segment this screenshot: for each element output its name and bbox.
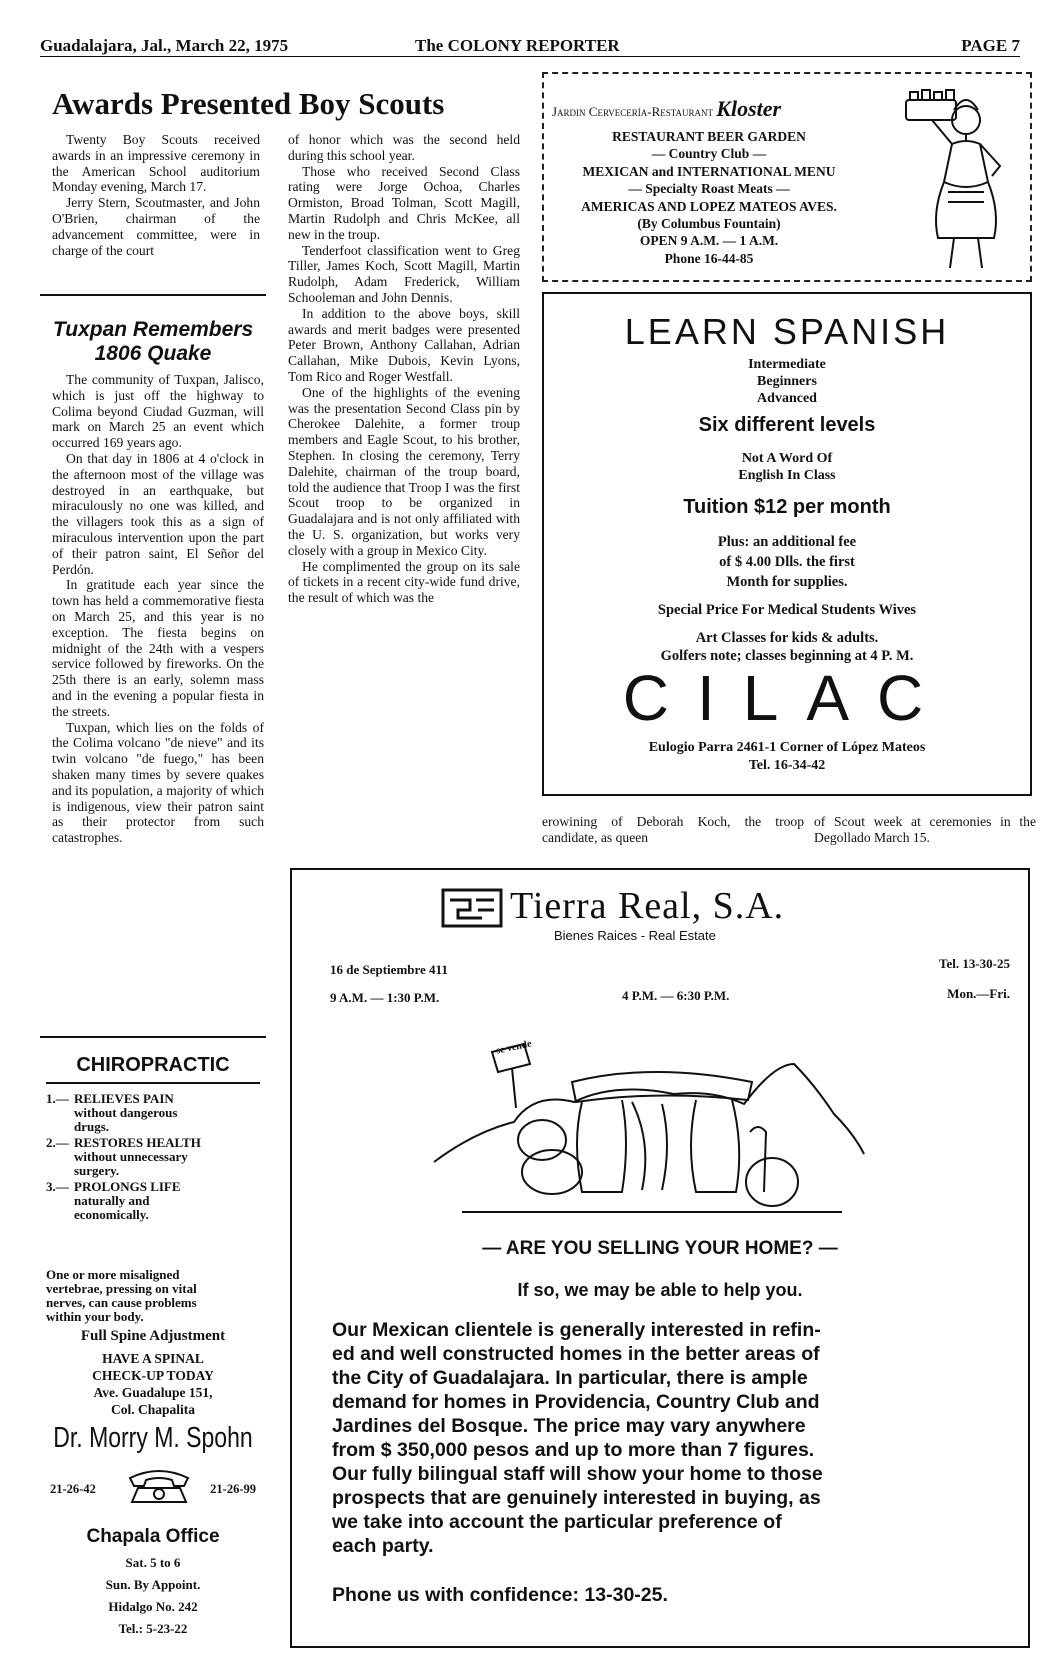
tuxpan-para: Tuxpan, which lies on the folds of the Colima volcano "de nieve" and its twin volcano "de fuego," has been shaken many times by severe quakes and its population, a majority of which is indigenous, view their patron saint as their protector from such catastrophes. <box>52 719 264 846</box>
cilac-no-english: Not A Word Of English In Class <box>738 451 836 483</box>
waitress-illustration <box>904 82 1024 272</box>
tierra-logo-icon <box>440 886 504 930</box>
tierra-phone: Tel. 13-30-25 <box>938 956 1010 971</box>
chiro-benefit: 3.— PROLONGS LIFE naturally and economically. <box>46 1179 181 1222</box>
telephone-icon <box>124 1464 194 1506</box>
chiro-doctor: Dr. Morry M. Spohn <box>53 1420 253 1454</box>
cilac-phone: Tel. 16-34-42 <box>748 758 826 773</box>
scouts-para: of honor which was the second held during this school year. <box>288 132 520 163</box>
scouts-para: of Scout week at ceremonies in the Degollado March 15. <box>814 814 1036 845</box>
cilac-fee: Plus: an additional fee of $ 4.00 Dlls. the first Month for supplies. <box>717 534 857 590</box>
kloster-brand: Kloster <box>716 96 782 121</box>
tierra-headline: — ARE YOU SELLING YOUR HOME? — <box>482 1238 838 1259</box>
tierra-phone-line: Phone us with confidence: 13-30-25. <box>332 1584 668 1606</box>
scouts-para: One of the highlights of the evening was the presentation Second Class pin by Cherokee Dalehite, a former troup members and Eagle Scout, to his brother, Stephen. In closing the ceremony, Terry Dalehite, chairman of the troup board, told the audience that Troop I was the first Scout troop to be organized in Guadalajara and is not only affiliated with the U. S. organization, but works very closely with a group in Mexico City. <box>288 384 520 558</box>
tierra-body: Our Mexican clientele is generally interested in refin- ed and well constructed homes in the better areas of the City of Guadalajara. In particular, there is ample demand for homes in Providencia, Country Club and Jardines del Bosque. The price may vary anywhere from $ 350,000 pesos and up to more than 7 figures. Our fully bilingual staff will show your home to those prospects that are genuinely interested in buying, as we take into account the particular preference of each party. <box>332 1319 823 1557</box>
tierra-hours-afternoon: 4 P.M. — 6:30 P.M. <box>622 988 730 1003</box>
divider <box>40 1036 266 1038</box>
dateline: Guadalajara, Jal., March 22, 1975 <box>40 36 289 55</box>
cilac-six-levels: Six different levels <box>698 414 876 436</box>
chapala-title: Chapala Office <box>86 1526 220 1547</box>
cilac-ad <box>542 292 1032 796</box>
dolmen-illustration <box>432 1022 872 1222</box>
chiropractic-ad <box>40 1052 266 1648</box>
cilac-golfers: Golfers note; classes beginning at 4 P. M. <box>660 648 914 664</box>
tierra-real-ad <box>290 868 1030 1648</box>
scouts-col-1 <box>52 132 260 258</box>
chiro-title: CHIROPRACTIC <box>76 1054 230 1076</box>
scouts-col-2 <box>288 132 520 606</box>
tuxpan-headline: Tuxpan Remembers 1806 Quake <box>52 318 254 365</box>
scouts-para: Jerry Stern, Scoutmaster, and John O'Brien, chairman of the advancement committee, were in charge of the court <box>52 195 260 258</box>
scouts-headline: Awards Presented Boy Scouts <box>52 86 445 121</box>
chiro-full-spine: Full Spine Adjustment <box>80 1328 226 1344</box>
tuxpan-article <box>52 372 264 846</box>
chiro-benefit: 1.— RELIEVES PAIN without dangerous drugs. <box>46 1091 178 1134</box>
scouts-para: Twenty Boy Scouts received awards in an impressive ceremony in the American School auditorium Monday evening, March 17. <box>52 132 260 195</box>
scouts-para: Tenderfoot classification went to Greg Tiller, James Koch, Scott Magill, Martin Rudolph, Adam Frederick, William Schooleman and John Dennis. <box>288 242 520 305</box>
scouts-para: Those who received Second Class rating were Jorge Ochoa, Charles Ormiston, Broad Tolman, Scott Magill, Martin Rudolph and Chris McKee, all new in the troup. <box>288 163 520 242</box>
for-sale-sign: se vende <box>495 1038 533 1057</box>
divider <box>40 294 266 296</box>
tierra-tagline: Bienes Raices - Real Estate <box>554 928 716 943</box>
kloster-lines: RESTAURANT BEER GARDEN — Country Club — MEXICAN and INTERNATIONAL MENU — Specialty Roast Meats — AMERICAS AND LOPEZ MATEOS AVES. (By Columbus Fountain) OPEN 9 A.M. — 1 A.M. Phone 16-44-85 <box>581 129 837 266</box>
cilac-address: Eulogio Parra 2461-1 Corner of López Mateos <box>648 740 926 755</box>
tierra-hours-morning: 9 A.M. — 1:30 P.M. <box>330 990 440 1005</box>
cilac-levels: Intermediate Beginners Advanced <box>748 357 826 406</box>
chiro-benefits <box>46 1092 256 1224</box>
tuxpan-para: On that day in 1806 at 4 o'clock in the afternoon most of the village was destroyed in an earthquake, but miraculously no one was killed, and the villagers took this as a sign of miraculous intervention upon the part of their patron saint, El Señor del Perdón. <box>52 450 264 577</box>
page-number: PAGE 7 <box>961 36 1020 55</box>
scouts-col-3 <box>542 814 804 846</box>
tierra-name: Tierra Real, S.A. <box>510 885 785 927</box>
chiro-benefit: 2.— RESTORES HEALTH without unnecessary surgery. <box>46 1135 201 1178</box>
cilac-tuition: Tuition $12 per month <box>683 496 891 518</box>
scouts-col-4 <box>814 814 1036 846</box>
chiro-checkup: HAVE A SPINAL CHECK-UP TODAY Ave. Guadalupe 151, Col. Chapalita <box>92 1351 214 1417</box>
tuxpan-para: In gratitude each year since the town has held a commemorative fiesta on March 25, and this year is no exception. The fiesta begins on midnight of the 24th with a vespers service followed by fireworks. On the 25th there is an early, solemn mass and in the evening a popular fiesta in the streets. <box>52 577 264 719</box>
scouts-para: In addition to the above boys, skill awards and merit badges were presented Peter Brown, Anthony Callahan, Adrian Callahan, Mike Dubois, Kevin Lyons, Tom Rico and Roger Westfall. <box>288 305 520 384</box>
chapala-details: Sat. 5 to 6 Sun. By Appoint. Hidalgo No. 242 Tel.: 5-23-22 <box>105 1555 201 1636</box>
cilac-name: CILAC <box>622 662 952 734</box>
cilac-special-price: Special Price For Medical Students Wives <box>657 602 917 618</box>
chiro-note: One or more misaligned vertebrae, pressing on vital nerves, can cause problems within your body. <box>46 1267 197 1324</box>
tierra-address: 16 de Septiembre 411 <box>330 962 448 977</box>
tierra-subhead: If so, we may be able to help you. <box>517 1280 803 1300</box>
divider <box>46 1082 260 1084</box>
chiro-phone-2: 21-26-99 <box>210 1482 256 1496</box>
kloster-ad <box>542 72 1032 282</box>
cilac-title: LEARN SPANISH <box>624 311 950 352</box>
chiro-phone-1: 21-26-42 <box>50 1482 96 1496</box>
newspaper-name: The COLONY REPORTER <box>415 36 620 55</box>
scouts-para: He complimented the group on its sale of tickets in a recent city-wide fund drive, the result of which was the <box>288 558 520 606</box>
tierra-days: Mon.—Fri. <box>947 986 1010 1001</box>
page-header <box>40 36 1020 57</box>
kloster-brand-prefix: Jardin Cervecería-Restaurant Kloster <box>552 96 782 121</box>
scouts-para: erowining of Deborah Koch, the troop candidate, as queen <box>542 814 804 845</box>
cilac-art-classes: Art Classes for kids & adults. <box>695 630 879 646</box>
tuxpan-para: The community of Tuxpan, Jalisco, which is just off the highway to Colima beyond Ciudad Guzman, will mark on March 25 an event which occurred 169 years ago. <box>52 372 264 451</box>
